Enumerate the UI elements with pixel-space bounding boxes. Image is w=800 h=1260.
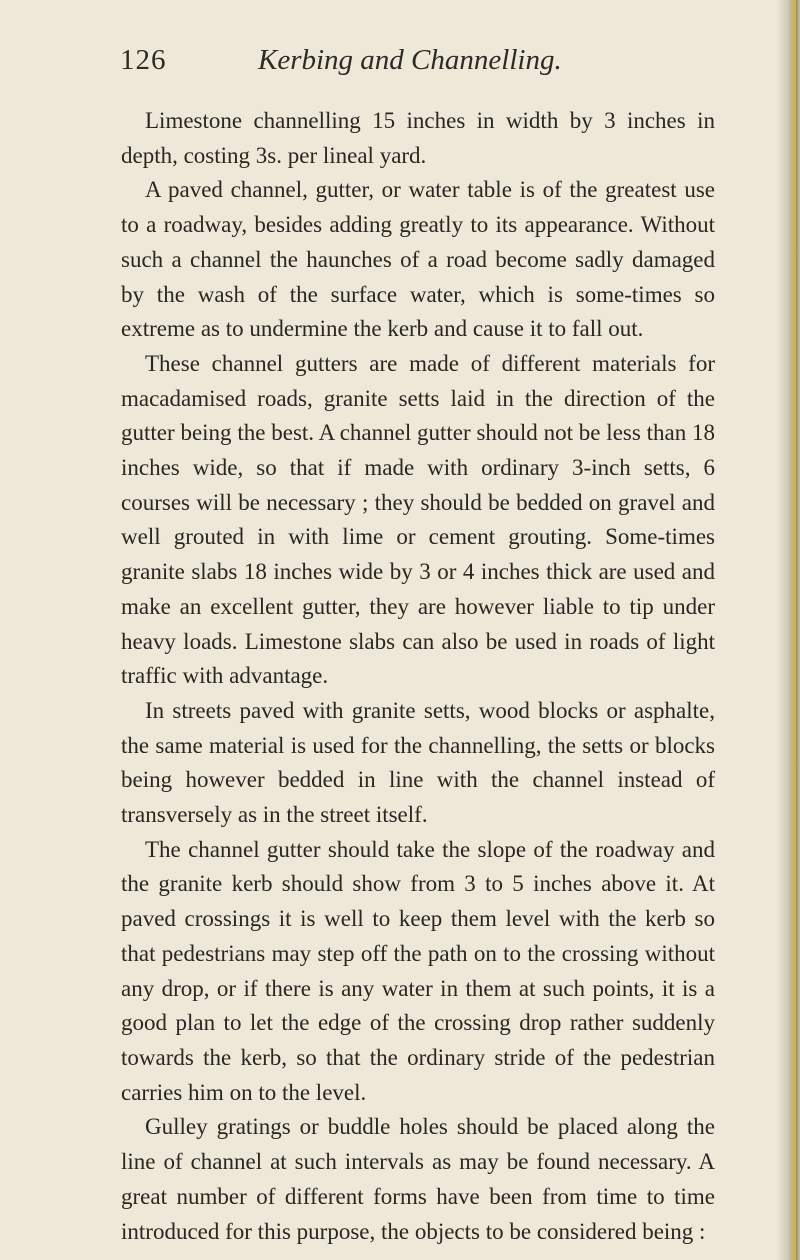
paragraph-paved-channel: A paved channel, gutter, or water table is of the greatest use to a roadway, besides adding greatly to its appearance. Without such a channel the haunches of a road become sadly damaged by the wash of the surface water, which is some-times so extreme as to undermine the kerb and cause it to fall out. [121, 177, 715, 342]
spine-shadow [776, 0, 786, 1260]
paragraph-channel-gutters: These channel gutters are made of different materials for macadamised roads, granite setts laid in the direction of the gutter being the best. A channel gutter should not be less than 18 inches wide, so that if made with ordinary 3-inch setts, 6 courses will be necessary ; they should be bedded on gravel and well grouted in with lime or cement grouting. Some-times granite slabs 18 inches wide by 3 or 4 inches thick are used and make an excellent gutter, they are however liable to tip under heavy loads. Limestone slabs can also be used in roads of light traffic with advantage. [121, 350, 715, 689]
running-title: Kerbing and Channelling. [258, 44, 562, 76]
paragraph-gutter-slope: The channel gutter should take the slope of the roadway and the granite kerb should show from 3 to 5 inches above it. At paved crossings it is well to keep them level with the kerb so that pedestrians may step off the path on to the crossing without any drop, or if there is any water in them at such points, it is a good plan to let the edge of the crossing drop rather suddenly towards the kerb, so that the ordinary stride of the pedestrian carries him on to the level. [121, 836, 715, 1105]
spine-gilt-stripe [792, 0, 796, 1260]
body-text [121, 104, 715, 1249]
paragraph-limestone-channelling: Limestone channelling 15 inches in width by 3 inches in depth, costing 3s. per lineal yard. [121, 108, 715, 168]
paragraph-streets-paved: In streets paved with granite setts, wood blocks or asphalte, the same material is used for the channelling, the setts or blocks being however bedded in line with the channel instead of transversely as in the street itself. [121, 697, 715, 828]
page-number: 126 [120, 44, 167, 76]
paragraph-gulley-gratings: Gulley gratings or buddle holes should be placed along the line of channel at such intervals as may be found necessary. A great number of different forms have been from time to time introduced for this purpose, the objects to be considered being : [121, 1114, 715, 1244]
running-head [0, 44, 800, 84]
